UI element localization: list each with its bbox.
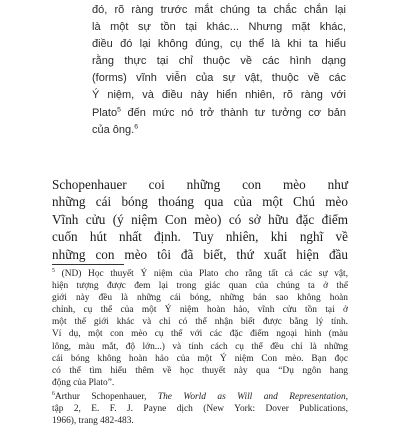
footnote-6-marker: 6 (52, 390, 55, 397)
block-quote (92, 2, 346, 139)
footnote-5-line: động của Plato”. (52, 377, 115, 388)
footnote-5-line: lông, màu mắt, độ lớn...) và tính cách cụ thể đều chỉ là những (52, 341, 348, 352)
quote-line: là một sự tồn tại khác... Nhưng mặt khác, (92, 21, 346, 34)
quote-line: rằng thực tại chỉ thuộc về các hình dạng (92, 55, 346, 68)
footnote-5-text: (ND) Học thuyết Ý niệm của Plato cho rằng tất cả các sự vật, (54, 269, 348, 279)
quote-word-plato: Plato (92, 106, 118, 119)
quote-line: đó, rõ ràng trước mắt chúng ta chắc chắn lại (92, 4, 346, 16)
footnote-5-line: chỉnh, cụ thể của một Ý niệm hoàn hảo, vĩnh cửu tồn tại ở (52, 305, 348, 316)
footnotes (52, 268, 348, 427)
footnote-6-comma: , (345, 391, 348, 402)
body-line: Vĩnh cửu (ý niệm Con mèo) có sở hữu đặc điểm (52, 211, 348, 227)
footnote-5-line: Ví dụ, một con mèo cụ thể với các đặc điểm ngoại hình (màu (52, 329, 348, 340)
quote-line-end: của ông. (92, 123, 135, 136)
footnote-6-line: 1966), trang 482-483. (52, 416, 134, 427)
footnote-5-line (52, 268, 348, 280)
quote-line: điều đó lại không đúng, cụ thể là khi ta hiểu (92, 38, 346, 51)
footnote-5-marker: 5 (52, 267, 55, 274)
body-paragraph (52, 176, 348, 263)
body-line: cuốn hút nhất định. Tuy nhiên, khi nghĩ về (52, 229, 348, 245)
footnote-5-line: có thể tìm hiểu thêm về học thuyết này qua “Dụ ngôn hang (52, 365, 348, 376)
quote-line (92, 122, 346, 139)
body-line: những cái bóng thoáng qua của một Chú mèo (52, 194, 348, 210)
quote-line: (forms) vĩnh viễn của sự vật, thuộc về các (92, 72, 346, 85)
quote-line: Ý niệm, và điều này hiển nhiên, rõ ràng với (92, 89, 346, 102)
body-line: những con mèo tôi đã biết, thứ xuất hiện đầu (52, 246, 348, 262)
footnote-6-author: Arthur Schopenhauer, (54, 391, 158, 402)
footnote-6-line: tập 2, E. F. J. Payne dịch (New York: Dover Publications, (52, 404, 348, 415)
footnote-ref-5[interactable]: 5 (117, 105, 121, 113)
footnote-ref-6[interactable]: 6 (134, 123, 138, 130)
footnote-divider (52, 264, 124, 265)
quote-line-tail: đến mức nó trở thành tư tưởng cơ bản (120, 106, 346, 119)
footnote-5-line: hiện tượng được đem lại trong giác quan của chúng ta ở thế (52, 281, 348, 292)
body-line: Schopenhauer coi những con mèo như (52, 177, 348, 192)
footnote-5-line: một thế giới khác và chỉ có thể nhận biết được bằng lý tính. (52, 317, 348, 328)
footnote-5-line: giới này đều là những cái bóng, những bản sao không hoàn (52, 293, 348, 304)
footnote-6-title: The World as Will and Representation (157, 391, 346, 402)
footnote-5-line: cái bóng không hoàn hảo của một Ý niệm Con mèo. Bạn đọc (52, 353, 348, 364)
quote-line (92, 105, 346, 122)
footnote-6-line (52, 391, 348, 403)
